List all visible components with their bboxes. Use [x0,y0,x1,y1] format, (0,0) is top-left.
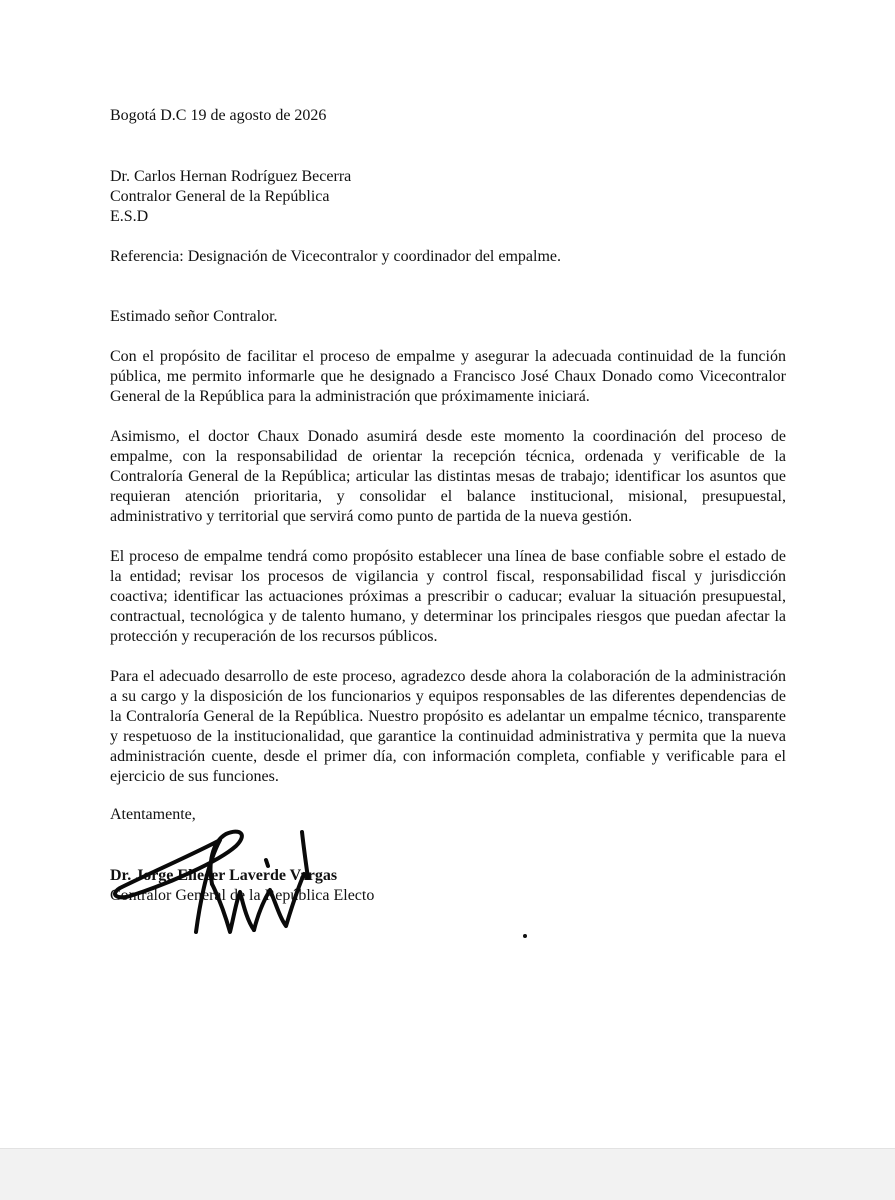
body-paragraph-1: Con el propósito de facilitar el proceso de empalme y asegurar la adecuada continuidad de la función pública, me permito informarle que he designado a Francisco José Chaux Donado como Vicecontralor General de la República para la administración que próximamente iniciará. [110,348,786,405]
signer-name: Dr. Jorge Eliecer Laverde Vargas [110,867,338,884]
body-paragraph-3: El proceso de empalme tendrá como propósito establecer una línea de base confiable sobre el estado de la entidad; revisar los procesos de vigilancia y control fiscal, responsabilidad fiscal y jurisdicción coactiva; identificar las actuaciones próximas a prescribir o caducar; evaluar la situación presupuestal, contractual, tecnológica y de talento humano, y determinar los principales riesgos que puedan afectar la protección y recuperación de los recursos públicos. [110,548,786,645]
recipient-name: Dr. Carlos Hernan Rodríguez Becerra [110,168,352,185]
recipient-esd: E.S.D [110,208,149,225]
body-paragraph-4: Para el adecuado desarrollo de este proceso, agradezco desde ahora la colaboración de la administración a su cargo y la disposición de los funcionarios y equipos responsables de las diferentes dependencias de la Contraloría General de la República. Nuestro propósito es adelantar un empalme técnico, transparente y respetuoso de la institucionalidad, que garantice la continuidad administrativa y permita que la nueva administración cuente, desde el primer día, con información completa, confiable y verificable para el ejercicio de sus funciones. [110,668,786,785]
body-paragraph-2: Asimismo, el doctor Chaux Donado asumirá desde este momento la coordinación del proceso de empalme, con la responsabilidad de orientar la recepción técnica, ordenada y verificable de la Contraloría General de la República; articular las distintas mesas de trabajo; identificar los asuntos que requieran atención prioritaria, y consolidar el balance institucional, misional, presupuestal, administrativo y territorial que servirá como punto de partida de la nueva gestión. [110,428,786,525]
date-line: Bogotá D.C 19 de agosto de 2026 [110,107,327,124]
recipient-block [110,167,786,227]
ink-dot [523,934,527,938]
signer-title: Contralor General de la República Electo [110,887,375,904]
reference-line: Referencia: Designación de Vicecontralor y coordinador del empalme. [110,248,561,265]
handwritten-signature [108,822,348,942]
salutation: Estimado señor Contralor. [110,308,278,325]
closing: Atentamente, [110,806,196,823]
recipient-title: Contralor General de la República [110,188,330,205]
